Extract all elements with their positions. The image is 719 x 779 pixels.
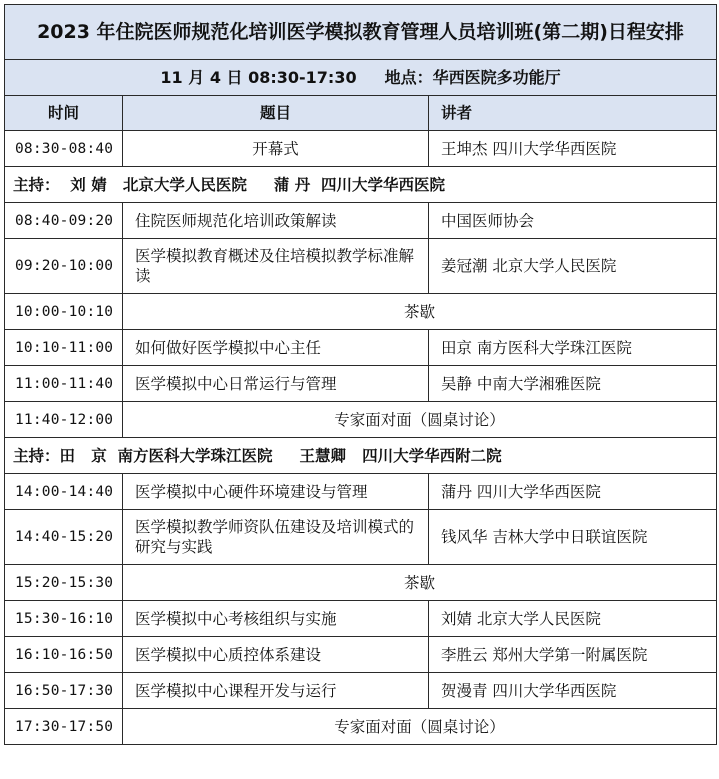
time-slot: 08:40-09:20 [5, 203, 123, 239]
session-speaker: 中国医师协会 [429, 203, 717, 239]
break-label: 茶歇 [123, 294, 717, 330]
time-slot: 17:30-17:50 [5, 709, 123, 745]
time-slot: 08:30-08:40 [5, 131, 123, 167]
session-topic: 开幕式 [123, 131, 429, 167]
session-topic: 医学模拟中心课程开发与运行 [123, 673, 429, 709]
host-row [5, 167, 717, 203]
session-speaker: 吴静 中南大学湘雅医院 [429, 366, 717, 402]
session-speaker: 姜冠潮 北京大学人民医院 [429, 239, 717, 294]
time-slot: 10:10-11:00 [5, 330, 123, 366]
session-row [5, 239, 717, 294]
title-row [5, 5, 717, 60]
time-slot: 15:20-15:30 [5, 565, 123, 601]
session-row [5, 203, 717, 239]
session-speaker: 田京 南方医科大学珠江医院 [429, 330, 717, 366]
session-row [5, 637, 717, 673]
break-row [5, 709, 717, 745]
session-speaker: 王坤杰 四川大学华西医院 [429, 131, 717, 167]
host-row [5, 438, 717, 474]
session-row [5, 330, 717, 366]
session-row [5, 673, 717, 709]
break-row [5, 294, 717, 330]
time-slot: 09:20-10:00 [5, 239, 123, 294]
date-location-row [5, 60, 717, 96]
date-time: 11 月 4 日 08:30-17:30 [160, 67, 357, 87]
session-row [5, 510, 717, 565]
break-label: 茶歇 [123, 565, 717, 601]
time-slot: 10:00-10:10 [5, 294, 123, 330]
session-row [5, 366, 717, 402]
time-slot: 16:10-16:50 [5, 637, 123, 673]
column-header-row [5, 96, 717, 131]
page-title: 2023 年住院医师规范化培训医学模拟教育管理人员培训班(第二期)日程安排 [5, 5, 717, 60]
break-row [5, 402, 717, 438]
time-slot: 14:00-14:40 [5, 474, 123, 510]
session-topic: 医学模拟中心考核组织与实施 [123, 601, 429, 637]
session-host: 主持： 刘 婧 北京大学人民医院 蒲 丹 四川大学华西医院 [5, 167, 717, 203]
session-topic: 医学模拟中心硬件环境建设与管理 [123, 474, 429, 510]
time-slot: 11:00-11:40 [5, 366, 123, 402]
session-row [5, 474, 717, 510]
session-speaker: 蒲丹 四川大学华西医院 [429, 474, 717, 510]
break-label: 专家面对面（圆桌讨论） [123, 709, 717, 745]
time-slot: 15:30-16:10 [5, 601, 123, 637]
schedule-table [4, 4, 717, 745]
header-topic: 题目 [123, 96, 429, 131]
session-row [5, 131, 717, 167]
venue: 地点：华西医院多功能厅 [384, 67, 561, 87]
time-slot: 11:40-12:00 [5, 402, 123, 438]
session-topic: 医学模拟中心质控体系建设 [123, 637, 429, 673]
session-topic: 医学模拟教学师资队伍建设及培训模式的研究与实践 [123, 510, 429, 565]
schedule-document [4, 4, 716, 745]
time-slot: 14:40-15:20 [5, 510, 123, 565]
session-speaker: 刘婧 北京大学人民医院 [429, 601, 717, 637]
session-speaker: 钱风华 吉林大学中日联谊医院 [429, 510, 717, 565]
session-row [5, 601, 717, 637]
date-location-cell [5, 60, 717, 96]
time-slot: 16:50-17:30 [5, 673, 123, 709]
session-topic: 住院医师规范化培训政策解读 [123, 203, 429, 239]
break-label: 专家面对面（圆桌讨论） [123, 402, 717, 438]
session-topic: 医学模拟教育概述及住培模拟教学标准解读 [123, 239, 429, 294]
session-speaker: 李胜云 郑州大学第一附属医院 [429, 637, 717, 673]
session-speaker: 贺漫青 四川大学华西医院 [429, 673, 717, 709]
session-topic: 医学模拟中心日常运行与管理 [123, 366, 429, 402]
header-speaker: 讲者 [429, 96, 717, 131]
break-row [5, 565, 717, 601]
header-time: 时间 [5, 96, 123, 131]
session-topic: 如何做好医学模拟中心主任 [123, 330, 429, 366]
session-host: 主持：田 京 南方医科大学珠江医院 王慧卿 四川大学华西附二院 [5, 438, 717, 474]
